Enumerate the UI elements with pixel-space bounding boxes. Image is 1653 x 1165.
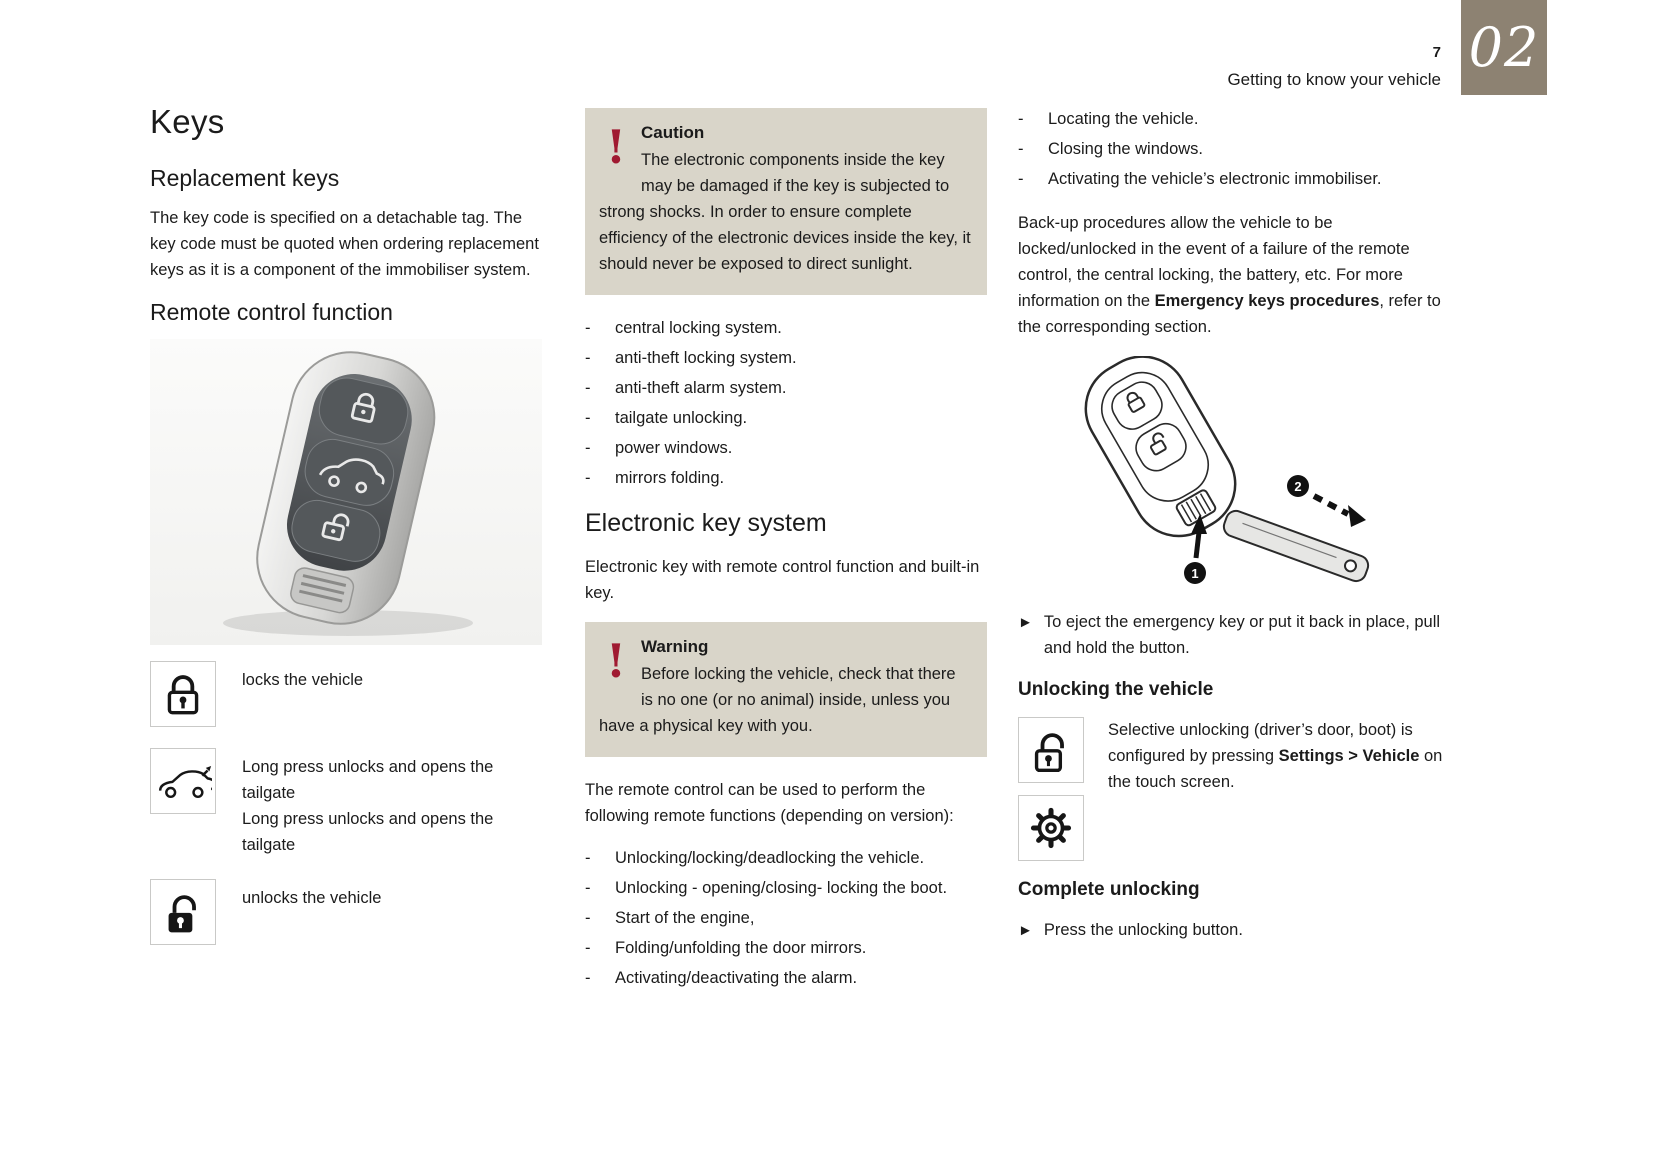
replacement-keys-heading: Replacement keys	[150, 165, 340, 191]
open-padlock-icon	[1018, 717, 1084, 783]
list-item: - Locating the vehicle.	[1018, 106, 1446, 132]
dash-bullet: -	[585, 409, 591, 427]
dash-bullet: -	[585, 439, 591, 457]
list-item: - anti-theft locking system.	[585, 345, 987, 371]
legend-row-unlock	[150, 879, 542, 945]
list-item: - tailgate unlocking.	[585, 405, 987, 431]
dash-bullet: -	[585, 969, 591, 987]
dash-bullet: -	[585, 849, 591, 867]
dash-bullet: -	[585, 939, 591, 957]
backup-procedures-paragraph: Back-up procedures allow the vehicle to be locked/unlocked in the event of a failure of the remote control, the central locking, the battery, etc. For more information on the Emergency keys procedures, refer to the corresponding section.	[1018, 214, 1441, 336]
legend-row-lock	[150, 661, 542, 727]
warning-title: Warning	[641, 637, 709, 656]
diagram-marker-1: 1	[1191, 566, 1199, 581]
key-fob-photo	[150, 339, 542, 645]
right-column	[1018, 106, 1446, 958]
list-item: - Activating/deactivating the alarm.	[585, 965, 987, 991]
page-title: Keys	[150, 103, 225, 140]
dash-bullet: -	[585, 349, 591, 367]
list-item: - Start of the engine,	[585, 905, 987, 931]
exclamation-icon: !	[605, 120, 627, 174]
list-item: - Closing the windows.	[1018, 136, 1446, 162]
remote-functions-intro: The remote control can be used to perform the following remote functions (depending on version):	[585, 781, 954, 825]
caution-title: Caution	[641, 123, 705, 142]
chapter-tab	[1461, 0, 1547, 95]
dash-bullet: -	[1018, 110, 1024, 128]
dash-bullet: -	[585, 879, 591, 897]
emergency-key-diagram	[1046, 356, 1446, 601]
car-tailgate-icon	[150, 748, 216, 814]
list-item: - Activating the vehicle’s electronic immobiliser.	[1018, 166, 1446, 192]
selective-icons	[1018, 717, 1084, 861]
list-item: - Unlocking/locking/deadlocking the vehicle.	[585, 845, 987, 871]
dash-bullet: -	[585, 469, 591, 487]
page-number: 7	[1432, 44, 1441, 61]
list-item: - mirrors folding.	[585, 465, 987, 491]
legend-text: unlocks the vehicle	[242, 889, 382, 907]
list-item: - central locking system.	[585, 315, 987, 341]
dash-bullet: -	[585, 909, 591, 927]
legend-row-tailgate	[150, 748, 542, 858]
selective-unlocking-block	[1018, 717, 1446, 861]
caution-box	[585, 108, 987, 295]
exclamation-icon: !	[605, 634, 627, 688]
locked-padlock-icon	[150, 661, 216, 727]
replacement-keys-body: The key code is specified on a detachable tag. The key code must be quoted when ordering replacement keys as it is a component of the immobiliser system.	[150, 209, 539, 279]
chapter-number: 02	[1468, 16, 1540, 79]
diagram-marker-2: 2	[1294, 479, 1302, 494]
complete-unlocking-instruction: ► Press the unlocking button.	[1018, 917, 1446, 944]
right-triangle-icon: ►	[1018, 614, 1033, 631]
emergency-keys-bold: Emergency keys procedures	[1154, 292, 1380, 310]
legend-text	[242, 748, 542, 858]
warning-box	[585, 622, 987, 757]
remote-actions-list-continued	[1018, 106, 1446, 192]
list-item: - Folding/unfolding the door mirrors.	[585, 935, 987, 961]
complete-unlocking-heading: Complete unlocking	[1018, 879, 1200, 900]
selective-unlocking-text: Selective unlocking (driver’s door, boot) is configured by pressing Settings > Vehicle on the touch screen.	[1108, 721, 1443, 791]
list-item: - Unlocking - opening/closing- locking the boot.	[585, 875, 987, 901]
list-item: - anti-theft alarm system.	[585, 375, 987, 401]
legend-line: Long press unlocks and opens the tailgate	[242, 758, 494, 802]
legend-line: Long press unlocks and opens the tailgate	[242, 810, 494, 854]
left-column	[150, 103, 542, 966]
right-triangle-icon: ►	[1018, 922, 1033, 939]
caution-body: The electronic components inside the key may be damaged if the key is subjected to strong shocks. In order to ensure complete efficiency of the electronic devices inside the key, it should never be exposed to direct sunlight.	[599, 151, 971, 273]
key-fob-illustration	[150, 339, 542, 645]
electronic-key-heading: Electronic key system	[585, 509, 827, 537]
open-padlock-icon	[150, 879, 216, 945]
remote-functions-list	[585, 315, 987, 491]
section-title: Getting to know your vehicle	[1227, 70, 1441, 89]
electronic-key-intro: Electronic key with remote control function and built-in key.	[585, 558, 980, 602]
dash-bullet: -	[1018, 170, 1024, 188]
eject-instruction: ► To eject the emergency key or put it back in place, pull and hold the button.	[1018, 609, 1446, 661]
gear-icon	[1018, 795, 1084, 861]
warning-body: Before locking the vehicle, check that there is no one (or no animal) inside, unless you have a physical key with you.	[599, 665, 956, 735]
settings-vehicle-bold: Settings > Vehicle	[1278, 747, 1420, 765]
dash-bullet: -	[585, 379, 591, 397]
dash-bullet: -	[585, 319, 591, 337]
remote-actions-list	[585, 845, 987, 991]
remote-control-heading: Remote control function	[150, 299, 393, 325]
list-item: - power windows.	[585, 435, 987, 461]
legend-text: locks the vehicle	[242, 671, 364, 689]
middle-column	[585, 108, 987, 1009]
dash-bullet: -	[1018, 140, 1024, 158]
unlocking-vehicle-heading: Unlocking the vehicle	[1018, 679, 1214, 700]
